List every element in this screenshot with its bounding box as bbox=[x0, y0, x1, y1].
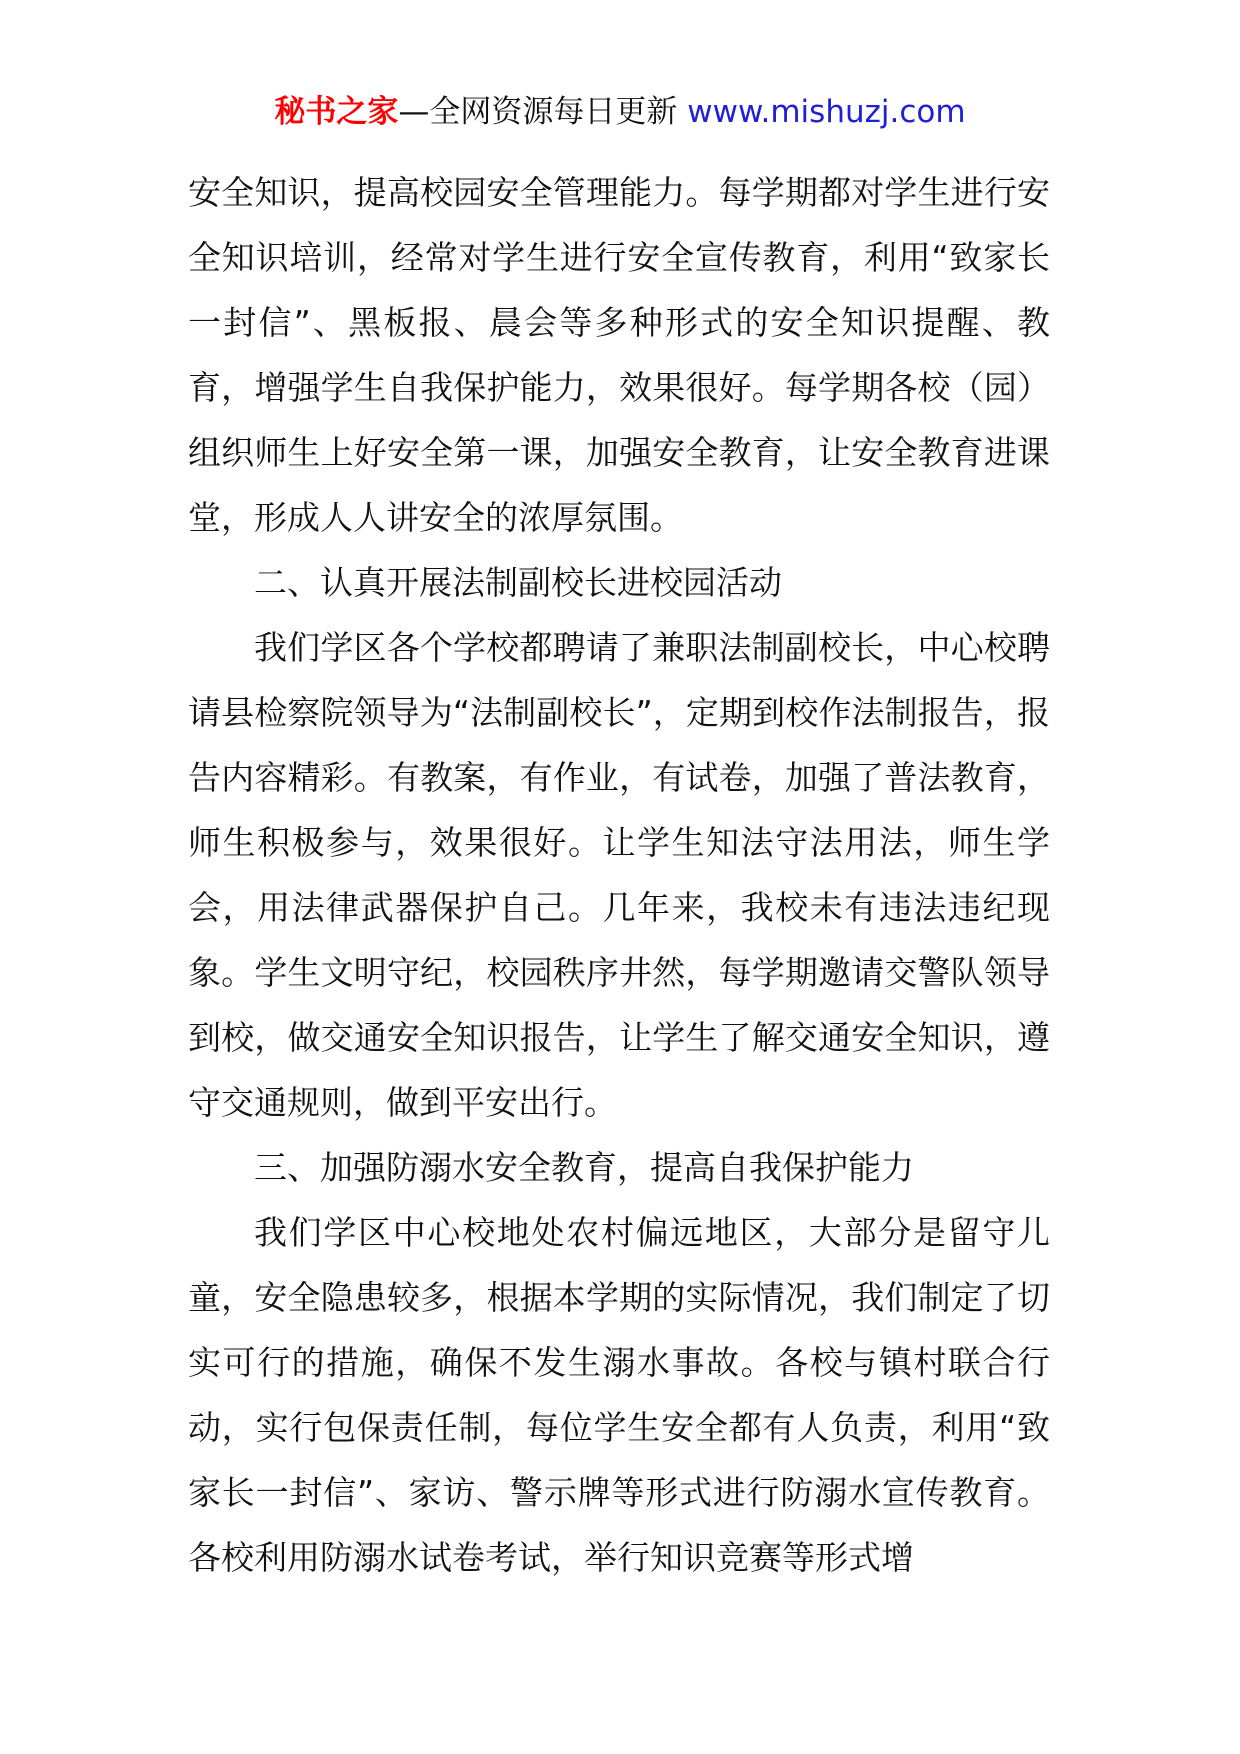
paragraph-legal-education: 我们学区各个学校都聘请了兼职法制副校长，中心校聘请县检察院领导为“法制副校长”，定期到校作法制报告，报告内容精彩。有教案，有作业，有试卷，加强了普法教育，师生积极参与，效果很好。让学生知法守法用法，师生学会，用法律武器保护自己。几年来，我校未有违法违纪现象。学生文明守纪，校园秩序井然，每学期邀请交警队领导到校，做交通安全知识报告，让学生了解交通安全知识，遵守交通规则，做到平安出行。 bbox=[188, 628, 1050, 1122]
site-header bbox=[0, 92, 1240, 132]
site-url-link[interactable]: www.mishuzj.com bbox=[687, 94, 966, 130]
paragraph-continued: 安全知识，提高校园安全管理能力。每学期都对学生进行安全知识培训，经常对学生进行安全宣传教育，利用“致家长一封信”、黑板报、晨会等多种形式的安全知识提醒、教育，增强学生自我保护能力，效果很好。每学期各校（园）组织师生上好安全第一课，加强安全教育，让安全教育进课堂，形成人人讲安全的浓厚氛围。 bbox=[188, 173, 1050, 537]
section-heading-3: 三、加强防溺水安全教育，提高自我保护能力 bbox=[254, 1148, 914, 1187]
site-tagline: —全网资源每日更新 bbox=[398, 94, 688, 130]
section-heading-2: 二、认真开展法制副校长进校园活动 bbox=[254, 563, 782, 602]
document-body bbox=[188, 160, 1050, 1590]
paragraph-drowning-prevention: 我们学区中心校地处农村偏远地区，大部分是留守儿童，安全隐患较多，根据本学期的实际情况，我们制定了切实可行的措施，确保不发生溺水事故。各校与镇村联合行动，实行包保责任制，每位学生安全都有人负责，利用“致家长一封信”、家访、警示牌等形式进行防溺水宣传教育。各校利用防溺水试卷考试，举行知识竞赛等形式增 bbox=[188, 1213, 1050, 1577]
site-brand-name: 秘书之家 bbox=[274, 94, 399, 130]
